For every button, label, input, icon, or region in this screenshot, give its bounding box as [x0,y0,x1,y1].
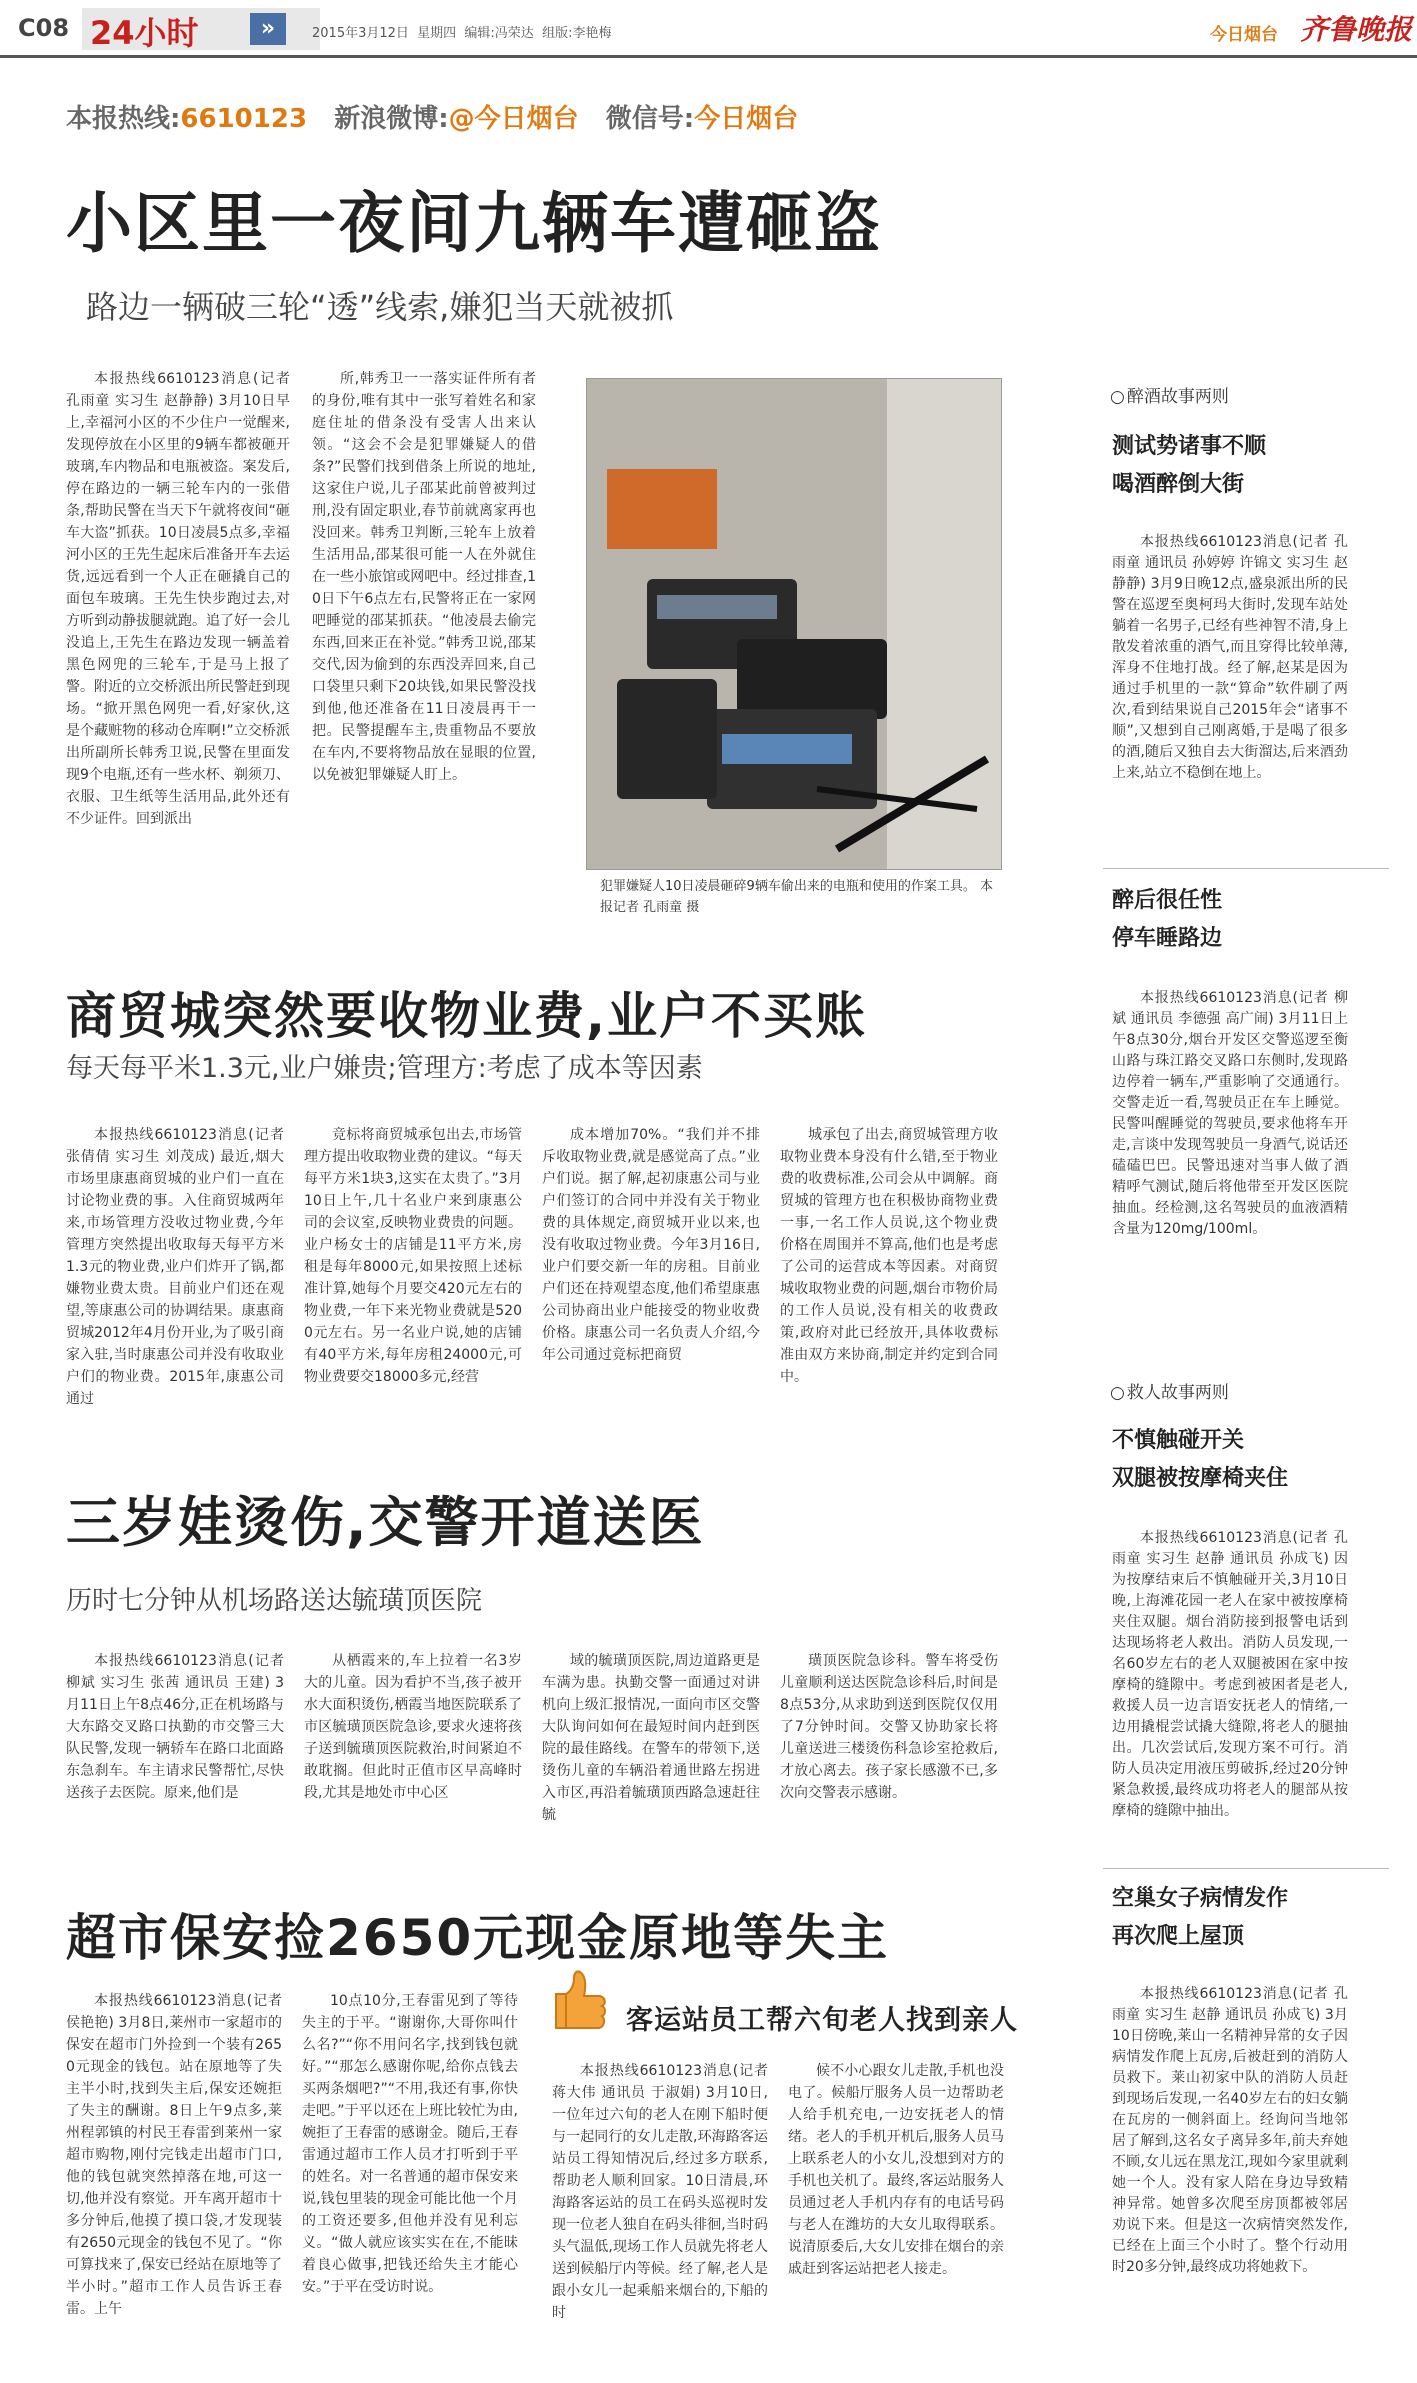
wechat-label: 微信号: [605,104,695,134]
article5-col2: 候不小心跟女儿走散,手机也没电了。候船厅服务人员一边帮助老人给手机充电,一边安抚老人的情绪。老人的手机开机后,服务人员马上联系老人的小女儿,没想到对方的手机也关机了。最终,客运站服务人员通过老人手机内存有的电话号码与老人在潍坊的大女儿取得联系。说清原委后,大女儿安排在烟台的亲戚赶到客运站把老人接走。 [788,2063,1004,2277]
newspaper-logo: 齐鲁晚报 [1300,13,1413,46]
sidebar-section1-label: ○ 醉酒故事两则 [1110,382,1229,407]
edition-name: 今日烟台 [1210,25,1278,45]
story3-body: 本报热线6610123消息(记者 孔雨童 实习生 赵静 通讯员 孙成飞) 因为按摩结束后不慎触碰开关,3月10日晚,上海滩花园一老人在家中被按摩椅夹住双腿。烟台消防接到报警电话到达现场将老人救出。消防人员发现,一名60岁左右的老人双腿被困在家中按摩椅的缝隙中。考虑到被困者是老人,救援人员一边言语安抚老人的情绪,一边用撬棍尝试撬大缝隙,将老人的腿抽出。几次尝试后,发现方案不可行。消防人员决定用液压剪破拆,经过20分钟紧急救援,最终成功将老人的腿部从按摩椅的缝隙中抽出。 [1112,1530,1348,1819]
weibo-handle: @今日烟台 [448,104,579,134]
dateline: 2015年3月12日 星期四 编辑:冯荣达 组版:李艳梅 [312,26,612,41]
article4-col1: 本报热线6610123消息(记者 侯艳艳) 3月8日,莱州市一家超市的保安在超市门外捡到一个装有2650元现金的钱包。站在原地等了失主半小时,找到失主后,保安还婉拒了失主的酬谢。8日上午9点多,莱州程郭镇的村民王春雷到莱州一家超市购物,刚付完钱走出超市门口,他的钱包就突然掉落在地,可这一切,他并没有察觉。开车离开超市十多分钟后,他摸了摸口袋,才发现装有2650元现金的钱包不见了。“你可算找来了,保安已经站在原地等了半小时。”超市工作人员告诉王春雷。上午 [66,1993,282,2317]
article1-headline: 小区里一夜间九辆车遭砸盗 [66,185,882,262]
article2-subhead: 每天每平米1.3元,业户嫌贵;管理方:考虑了成本等因素 [66,1053,703,1084]
article3-col4: 璜顶医院急诊科。警车将受伤儿童顺利送达医院急诊科后,时间是8点53分,从求助到送到医院仅仅用了7分钟时间。交警又协助家长将儿童送进三楼烫伤科急诊室抢救后,才放心离去。孩子家长感激不已,多次向交警表示感谢。 [780,1653,998,1801]
story2-headline: 醉后很任性 停车睡路边 [1112,888,1223,951]
article4-col2: 10点10分,王春雷见到了等待失主的于平。“谢谢你,大哥你叫什么名?”“你不用问名字,找到钱包就好。”“那怎么感谢你呢,给你点钱去买两条烟吧?”“不用,我还有事,你快走吧。”于平以还在上班比较忙为由,婉拒了王春雷的感谢金。随后,王春雷通过超市工作人员才打听到于平的姓名。对一名普通的超市保安来说,钱包里装的现金可能比他一个月的工资还要多,但他并没有见利忘义。“做人就应该实实在在,不能昧着良心做事,把钱还给失主才能心安。”于平在受访时说。 [302,1993,518,2295]
sidebar-section2-label: ○ 救人故事两则 [1110,1378,1229,1403]
article1-photo [586,378,1002,870]
article2-headline: 商贸城突然要收物业费,业户不买账 [66,987,867,1045]
story3-headline: 不慎触碰开关 双腿被按摩椅夹住 [1112,1428,1289,1491]
page-number: C08 [18,14,70,42]
article1-subhead: 路边一辆破三轮“透”线索,嫌犯当天就被抓 [86,288,674,326]
article5-col1: 本报热线6610123消息(记者 蒋大伟 通讯员 于淑娟) 3月10日,一位年过六旬的老人在刚下船时便与一起同行的女儿走散,环海路客运站员工得知情况后,经过多方联系,帮助老人顺利回家。10日清晨,环海路客运站的员工在码头巡视时发现一位老人独自在码头徘徊,当时码头气温低,现场工作人员就先将老人送到候船厅内等候。经了解,老人是跟小女儿一起乘船来烟台的,下船的时 [552,2063,768,2321]
article1-col2: 所,韩秀卫一一落实证件所有者的身份,唯有其中一张写着姓名和家庭住址的借条没有受害人出来认领。“这会不会是犯罪嫌疑人的借条?”民警们找到借条上所说的地址,这家住户说,儿子邵某此前曾被判过刑,没有固定职业,春节前就离家再也没回来。韩秀卫判断,三轮车上放着生活用品,邵某很可能一人在外就住在一些小旅馆或网吧中。经过排查,10日下午6点左右,民警将正在一家网吧睡觉的邵某抓获。“他凌晨去偷完东西,回来正在补觉。”韩秀卫说,邵某交代,因为偷到的东西没弄回来,自己口袋里只剩下20块钱,如果民警没找到他,他还准备在11日凌晨再干一把。民警提醒车主,贵重物品不要放在车内,不要将物品放在显眼的位置,以免被犯罪嫌疑人盯上。 [312,371,536,783]
article3-col3: 域的毓璜顶医院,周边道路更是车满为患。执勤交警一面通过对讲机向上级汇报情况,一面向市区交警大队询问如何在最短时间内赶到医院的最佳路线。在警车的带领下,送烫伤儿童的车辆沿着通世路左拐进入市区,再沿着毓璜顶西路急速赶往毓 [542,1653,760,1823]
weibo-label: 新浪微博: [334,104,449,134]
wechat-id: 今日烟台 [694,104,799,134]
story4-body: 本报热线6610123消息(记者 孔雨童 实习生 赵静 通讯员 孙成飞) 3月10日傍晚,莱山一名精神异常的女子因病情发作爬上瓦房,后被赶到的消防人员救下。莱山初家中队的消防人员赶到现场后发现,一名40岁左右的妇女躺在瓦房的一侧斜面上。经询问当地邻居了解到,这名女子离异多年,前夫弃她不顾,女儿远在黑龙江,现如今家里就剩她一个人。没有家人陪在身边导致精神异常。她曾多次爬至房顶都被邻居劝说下来。但是这一次病情突然发作,已经在上面三个小时了。整个行动用时20多分钟,最终成功将她救下。 [1112,1986,1348,2275]
article1-photo-caption: 犯罪嫌疑人10日凌晨砸碎9辆车偷出来的电瓶和使用的作案工具。 本报记者 孔雨童 摄 [600,879,993,915]
hotline-number: 6610123 [180,104,308,134]
article2-col1: 本报热线6610123消息(记者 张倩倩 实习生 刘茂成) 最近,烟大市场里康惠商贸城的业户们一直在讨论物业费的事。入住商贸城两年来,市场管理方没收过物业费,今年管理方突然提出收取每天每平方米1.3元的物业费,业户们炸开了锅,都嫌物业费太贵。目前业户们还在观望,等康惠公司的协调结果。康惠商贸城2012年4月份开业,为了吸引商家入驻,当时康惠公司并没有收取业户们的物业费。2015年,康惠公司通过 [66,1127,284,1407]
article3-col2: 从栖霞来的,车上拉着一名3岁大的儿童。因为看护不当,孩子被开水大面积烫伤,栖霞当地医院联系了市区毓璜顶医院急诊,要求火速将孩子送到毓璜顶医院救治,时间紧迫不敢耽搁。但此时正值市区早高峰时段,尤其是地处市中心区 [304,1653,522,1801]
story1-headline: 测试势诸事不顺 喝酒醉倒大街 [1112,434,1267,497]
article1-col1: 本报热线6610123消息(记者 孔雨童 实习生 赵静静) 3月10日早上,幸福河小区的不少住户一觉醒来,发现停放在小区里的9辆车都被砸开玻璃,车内物品和电瓶被盗。案发后,停在路边的一辆三轮车内的一张借条,帮助民警在当天下午就将夜间“砸车大盗”抓获。10日凌晨5点多,幸福河小区的王先生起床后准备开车去运货,远远看到一个人正在砸撬自己的面包车玻璃。王先生快步跑过去,对方听到动静拔腿就跑。追了好一会儿没追上,王先生在路边发现一辆盖着黑色网兜的三轮车,于是马上报了警。附近的立交桥派出所民警赶到现场。“掀开黑色网兜一看,好家伙,这是个藏赃物的移动仓库啊!”立交桥派出所副所长韩秀卫说,民警在里面发现9个电瓶,还有一些水杯、剃须刀、衣服、卫生纸等生活用品,此外还有不少证件。回到派出 [66,371,290,827]
article4-headline: 超市保安捡2650元现金原地等失主 [66,1909,890,1967]
story2-body: 本报热线6610123消息(记者 柳斌 通讯员 李德强 高广闹) 3月11日上午8点30分,烟台开发区交警巡逻至衡山路与珠江路交叉路口东侧时,发现路边停着一辆车,严重影响了交通通行。交警走近一看,驾驶员正在车上睡觉。民警叫醒睡觉的驾驶员,要求他将车开走,言谈中发现驾驶员一身酒气,说话还磕磕巴巴。民警迅速对当事人做了酒精呼气测试,随后将他带至开发区医院抽血。经检测,这名驾驶员的血液酒精含量为120mg/100ml。 [1112,990,1348,1237]
article5-headline: 客运站员工帮六旬老人找到亲人 [626,2005,1018,2036]
contact-line [66,98,798,135]
article2-col4: 城承包了出去,商贸城管理方收取物业费本身没有什么错,至于物业费的收费标准,公司会从中调解。商贸城的管理方也在积极协商物业费一事,一名工作人员说,这个物业费价格在周围并不算高,他们也是考虑了公司的运营成本等因素。对商贸城收取物业费的问题,烟台市物价局的工作人员说,没有相关的收费政策,政府对此已经放开,具体收费标准由双方来协商,制定并约定到合同中。 [780,1127,998,1385]
sidebar-divider [1103,1868,1389,1869]
article3-col1: 本报热线6610123消息(记者 柳斌 实习生 张茜 通讯员 王建) 3月11日上午8点46分,正在机场路与大东路交叉路口执勤的市交警三大队民警,发现一辆轿车在路口北面路东急刹车。车主请求民警帮忙,尽快送孩子去医院。原来,他们是 [66,1653,284,1801]
article3-subhead: 历时七分钟从机场路送达毓璜顶医院 [66,1586,483,1616]
thumbs-up-icon [552,1960,610,2034]
article2-col3: 成本增加70%。“我们并不排斥收取物业费,就是感觉高了点。”业户们说。据了解,起初康惠公司与业户们签订的合同中并没有关于物业费的具体规定,商贸城开业以来,也没有收取过物业费。今年3月16日,业户们要交新一年的房租。目前业户们还在持观望态度,他们希望康惠公司协商出业户能接受的物业收费价格。康惠公司一名负责人介绍,今年公司通过竞标把商贸 [542,1127,760,1363]
battery-photo-illustration [587,379,1002,870]
story4-headline: 空巢女子病情发作 再次爬上屋顶 [1112,1886,1289,1949]
chevron-right-icon: » [250,13,286,45]
article2-col2: 竞标将商贸城承包出去,市场管理方提出收取物业费的建议。“每天每平方米1块3,这实在太贵了。”3月10日上午,几十名业户来到康惠公司的会议室,反映物业费贵的问题。业户杨女士的店铺是11平方米,房租是每年8000元,如果按照上述标准计算,她每个月要交420元左右的物业费,一年下来光物业费就是5200元左右。另一名业户说,她的店铺有40平方米,每年房租24000元,可物业费要交18000多元,经营 [304,1127,522,1385]
sidebar-divider [1103,868,1389,869]
article3-headline: 三岁娃烫伤,交警开道送医 [66,1491,705,1554]
section-title: 24小时 [90,14,199,52]
hotline-label: 本报热线: [66,104,181,134]
story1-body: 本报热线6610123消息(记者 孔雨童 通讯员 孙婷婷 许锦文 实习生 赵静静) 3月9日晚12点,盛泉派出所的民警在巡逻至奥柯玛大街时,发现车站处躺着一名男子,已经有些神智不清,身上散发着浓重的酒气,而且穿得比较单薄,浑身不住地打战。经了解,赵某是因为通过手机里的一款“算命”软件刷了两次,看到结果说自己2015年会“诸事不顺”,又想到自己刚离婚,于是喝了很多的酒,随后又独自去大街溜达,后来酒劲上来,站立不稳倒在地上。 [1112,534,1348,781]
